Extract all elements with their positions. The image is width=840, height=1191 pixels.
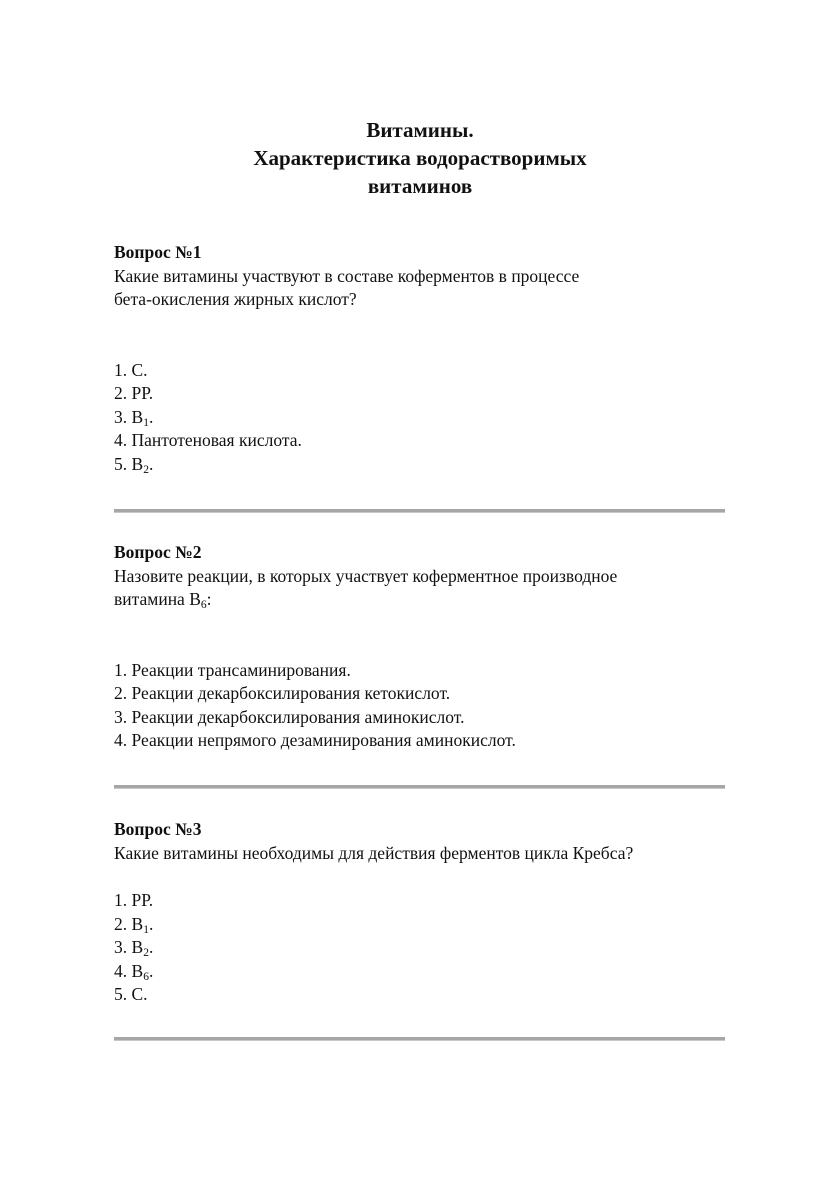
answer-option[interactable]: [114, 359, 734, 383]
answer-options: [114, 889, 734, 1007]
answer-option[interactable]: [114, 659, 734, 683]
answer-option[interactable]: [114, 382, 734, 406]
answer-options: [114, 659, 734, 753]
option-number: 1.: [114, 359, 128, 380]
option-text: С.: [131, 984, 148, 1004]
option-suffix: .: [148, 937, 154, 957]
option-text: Реакции трансаминирования.: [131, 659, 351, 680]
option-number: 5.: [114, 984, 128, 1004]
answer-option[interactable]: [114, 889, 734, 913]
option-text: Реакции непрямого дезаминирования аминокислот.: [131, 730, 516, 750]
title-line-3: витаминов: [367, 174, 473, 198]
section-divider: [114, 785, 725, 789]
option-text: В: [131, 453, 144, 474]
option-subscript: 1: [143, 416, 149, 429]
page-title: [0, 116, 840, 200]
question-label: Вопрос №1: [114, 242, 202, 262]
option-suffix: .: [148, 453, 154, 474]
option-text: РР.: [131, 383, 154, 403]
option-number: 2.: [114, 913, 128, 934]
answer-option[interactable]: [114, 706, 734, 730]
option-number: 4.: [114, 960, 128, 981]
question-text: [114, 265, 734, 312]
answer-option[interactable]: [114, 936, 734, 960]
option-number: 3.: [114, 937, 128, 957]
answer-option[interactable]: [114, 453, 734, 477]
answer-option[interactable]: [114, 406, 734, 430]
answer-option[interactable]: [114, 682, 734, 706]
question-2: [114, 541, 734, 753]
title-line-1: Витамины.: [366, 118, 474, 142]
option-text: В: [131, 406, 144, 427]
question-text-part: витамина В: [114, 589, 201, 609]
option-text: В: [131, 937, 144, 957]
option-number: 2.: [114, 383, 128, 403]
option-text: Реакции декарбоксилирования кетокислот.: [131, 683, 451, 703]
question-text-line: Какие витамины необходимы для действия ферментов цикла Кребса?: [114, 842, 634, 863]
answer-options: [114, 359, 734, 477]
option-suffix: .: [148, 406, 154, 427]
option-text: Пантотеновая кислота.: [131, 430, 302, 450]
question-text-line: бета-окисления жирных кислот?: [114, 289, 357, 309]
option-text: РР.: [131, 890, 154, 910]
option-number: 5.: [114, 453, 128, 474]
option-number: 3.: [114, 406, 128, 427]
option-text: Реакции декарбоксилирования аминокислот.: [131, 706, 465, 727]
question-text-line: Назовите реакции, в которых участвует коферментное производное: [114, 565, 618, 586]
question-3: [114, 818, 734, 1007]
option-number: 1.: [114, 890, 128, 910]
answer-option[interactable]: [114, 913, 734, 937]
question-label: Вопрос №2: [114, 542, 202, 562]
question-1: [114, 241, 734, 476]
title-line-2: Характеристика водорастворимых: [253, 146, 587, 170]
answer-option[interactable]: [114, 729, 734, 753]
answer-option[interactable]: [114, 960, 734, 984]
option-text: В: [131, 913, 144, 934]
option-text: В: [131, 960, 144, 981]
question-text-line: [114, 588, 734, 612]
option-number: 4.: [114, 430, 128, 450]
option-number: 4.: [114, 730, 128, 750]
option-suffix: .: [148, 913, 154, 934]
option-suffix: .: [148, 960, 154, 981]
question-text: [114, 565, 734, 612]
option-subscript: 2: [143, 947, 149, 959]
option-number: 1.: [114, 659, 128, 680]
section-divider: [114, 509, 725, 513]
option-text: С.: [131, 359, 148, 380]
question-subscript: 6: [200, 599, 207, 611]
question-text-suffix: :: [206, 589, 212, 609]
answer-option[interactable]: [114, 429, 734, 453]
question-text-line: Какие витамины участвуют в составе коферментов в процессе: [114, 265, 580, 286]
answer-option[interactable]: [114, 983, 734, 1007]
option-number: 2.: [114, 683, 128, 703]
section-divider: [114, 1037, 725, 1041]
option-subscript: 2: [143, 463, 149, 476]
question-text: [114, 842, 734, 866]
option-subscript: 1: [143, 923, 149, 936]
question-label: Вопрос №3: [114, 819, 202, 839]
option-number: 3.: [114, 706, 128, 727]
option-subscript: 6: [143, 970, 149, 983]
